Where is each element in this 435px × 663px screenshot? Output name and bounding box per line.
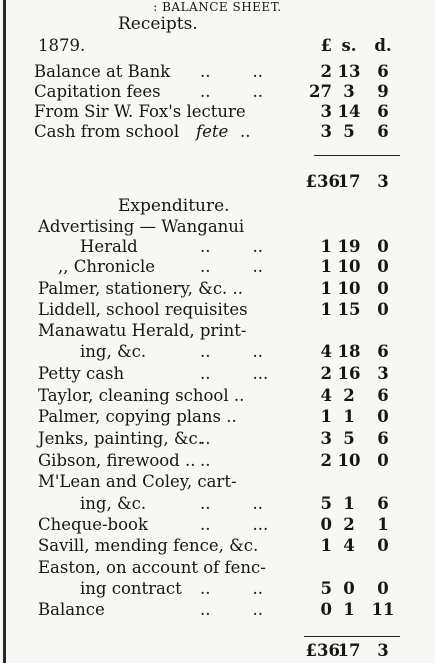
expenditure-pence: 1: [377, 515, 389, 534]
receipt-row: [0, 122, 435, 144]
expenditure-row: [0, 407, 435, 429]
pence-header: d.: [374, 36, 392, 55]
expenditure-pence: 0: [377, 407, 389, 426]
expenditure-pounds: 5: [320, 494, 332, 513]
receipt-shillings: 5: [343, 122, 355, 141]
expenditure-row: [0, 472, 435, 494]
expenditure-row: [0, 579, 435, 601]
expenditure-pence: 6: [377, 494, 389, 513]
expenditure-shillings: 1: [343, 407, 355, 426]
expenditure-pounds: 1: [320, 279, 332, 298]
receipts-header-row: [0, 36, 435, 58]
expenditure-shillings: 10: [337, 279, 361, 298]
expenditure-label: Liddell, school requisites: [38, 300, 248, 319]
expenditure-leader-dots: .. ..: [200, 237, 263, 256]
expenditure-label: Easton, on account of fenc-: [38, 558, 266, 577]
expenditure-pounds: 4: [320, 386, 332, 405]
expenditure-row: [0, 515, 435, 537]
receipt-pence: 6: [377, 122, 389, 141]
receipts-total-rule: [314, 155, 400, 156]
expenditure-pounds: 0: [320, 600, 332, 619]
expenditure-row: [0, 342, 435, 364]
receipt-leader-dots: .. ..: [200, 62, 263, 81]
expenditure-shillings: 15: [337, 300, 361, 319]
receipts-total-row: [0, 172, 435, 194]
expenditure-label: ,, Chronicle: [58, 257, 155, 276]
receipt-pence: 6: [377, 62, 389, 81]
expenditure-row: [0, 558, 435, 580]
receipt-pence: 6: [377, 102, 389, 121]
expenditure-label: Advertising — Wanganui: [38, 217, 245, 236]
expenditure-pence: 6: [377, 429, 389, 448]
expenditure-leader-dots: .. ..: [200, 257, 263, 276]
expenditure-label: Savill, mending fence, &c.: [38, 536, 259, 555]
expenditure-label: Cheque-book: [38, 515, 148, 534]
expenditure-pounds: 1: [320, 237, 332, 256]
expenditure-pence: 11: [371, 600, 395, 619]
receipt-pounds: 3: [320, 122, 332, 141]
receipt-pence: 9: [377, 82, 389, 101]
expenditure-total-shillings: 17: [337, 641, 361, 660]
expenditure-row: [0, 321, 435, 343]
expenditure-total-row: [0, 641, 435, 663]
expenditure-label: Herald: [80, 237, 138, 256]
expenditure-leader-dots: .. ..: [200, 342, 263, 361]
expenditure-shillings: 2: [343, 386, 355, 405]
expenditure-total-pounds: £36: [305, 641, 340, 660]
expenditure-pounds: 1: [320, 536, 332, 555]
expenditure-label: Balance: [38, 600, 105, 619]
expenditure-label: Petty cash: [38, 364, 125, 383]
receipts-total-shillings: 17: [337, 172, 361, 191]
expenditure-shillings: 19: [337, 237, 361, 256]
expenditure-shillings: 5: [343, 429, 355, 448]
expenditure-row: [0, 257, 435, 279]
expenditure-row: [0, 279, 435, 301]
receipt-leader-dots: .. ..: [200, 82, 263, 101]
receipt-row: [0, 102, 435, 124]
expenditure-row: [0, 300, 435, 322]
expenditure-shillings: 10: [337, 451, 361, 470]
receipt-shillings: 3: [343, 82, 355, 101]
expenditure-row: [0, 386, 435, 408]
expenditure-row: [0, 494, 435, 516]
receipt-shillings: 13: [337, 62, 361, 81]
expenditure-pounds: 2: [320, 451, 332, 470]
expenditure-label: Manawatu Herald, print-: [38, 321, 247, 340]
receipts-heading: Receipts.: [118, 14, 198, 34]
expenditure-pounds: 2: [320, 364, 332, 383]
expenditure-shillings: 2: [343, 515, 355, 534]
expenditure-total-pence: 3: [377, 641, 389, 660]
receipt-leader-dots: ..: [240, 122, 251, 141]
pounds-header: £: [320, 36, 332, 55]
expenditure-label: Gibson, firewood ..: [38, 451, 196, 470]
expenditure-shillings: 1: [343, 600, 355, 619]
expenditure-label: Jenks, painting, &c.: [38, 429, 204, 448]
receipt-label-italic: fete: [196, 122, 229, 141]
expenditure-leader-dots: ..: [200, 429, 211, 448]
expenditure-pence: 0: [377, 279, 389, 298]
expenditure-pence: 3: [377, 364, 389, 383]
expenditure-label: ing, &c.: [80, 494, 147, 513]
receipts-total-pence: 3: [377, 172, 389, 191]
expenditure-leader-dots: .. ...: [200, 364, 269, 383]
expenditure-row: [0, 237, 435, 259]
expenditure-leader-dots: ..: [200, 451, 211, 470]
expenditure-leader-dots: .. ..: [200, 494, 263, 513]
receipt-pounds: 2: [320, 62, 332, 81]
expenditure-heading: Expenditure.: [118, 196, 230, 216]
balance-sheet-title: : BALANCE SHEET.: [153, 0, 282, 14]
expenditure-pence: 0: [377, 579, 389, 598]
expenditure-leader-dots: .. ..: [200, 579, 263, 598]
expenditure-pounds: 0: [320, 515, 332, 534]
shillings-header: s.: [341, 36, 357, 55]
receipt-row: [0, 82, 435, 104]
expenditure-pence: 0: [377, 237, 389, 256]
expenditure-row: [0, 217, 435, 239]
expenditure-leader-dots: .. ...: [200, 515, 269, 534]
expenditure-pence: 0: [377, 300, 389, 319]
expenditure-shillings: 16: [337, 364, 361, 383]
receipt-shillings: 14: [337, 102, 361, 121]
expenditure-shillings: 18: [337, 342, 361, 361]
expenditure-shillings: 4: [343, 536, 355, 555]
expenditure-total-rule: [304, 636, 400, 637]
expenditure-row: [0, 429, 435, 451]
expenditure-pounds: 5: [320, 579, 332, 598]
expenditure-label: M'Lean and Coley, cart-: [38, 472, 237, 491]
expenditure-label: Palmer, stationery, &c. ..: [38, 279, 244, 298]
receipt-pounds: 27: [309, 82, 332, 101]
expenditure-pence: 0: [377, 536, 389, 555]
expenditure-leader-dots: .. ..: [200, 600, 263, 619]
receipts-total-pounds: £36: [305, 172, 340, 191]
expenditure-pounds: 3: [320, 429, 332, 448]
expenditure-pence: 6: [377, 386, 389, 405]
expenditure-pounds: 4: [320, 342, 332, 361]
expenditure-shillings: 10: [337, 257, 361, 276]
expenditure-label: ing contract: [80, 579, 182, 598]
receipt-label: From Sir W. Fox's lecture: [34, 102, 246, 121]
expenditure-shillings: 0: [343, 579, 355, 598]
expenditure-label: Palmer, copying plans ..: [38, 407, 237, 426]
receipt-row: [0, 62, 435, 84]
receipt-pounds: 3: [320, 102, 332, 121]
expenditure-row: [0, 451, 435, 473]
receipt-label: Balance at Bank: [34, 62, 171, 81]
expenditure-pence: 0: [377, 451, 389, 470]
receipt-label: Cash from school: [34, 122, 180, 141]
expenditure-row: [0, 600, 435, 622]
expenditure-pence: 6: [377, 342, 389, 361]
expenditure-pounds: 1: [320, 257, 332, 276]
expenditure-label: ing, &c.: [80, 342, 147, 361]
receipt-label: Capitation fees: [34, 82, 161, 101]
expenditure-row: [0, 364, 435, 386]
year-label: 1879.: [38, 36, 86, 55]
expenditure-row: [0, 536, 435, 558]
expenditure-shillings: 1: [343, 494, 355, 513]
expenditure-pounds: 1: [320, 300, 332, 319]
expenditure-pence: 0: [377, 257, 389, 276]
expenditure-label: Taylor, cleaning school ..: [38, 386, 245, 405]
expenditure-pounds: 1: [320, 407, 332, 426]
